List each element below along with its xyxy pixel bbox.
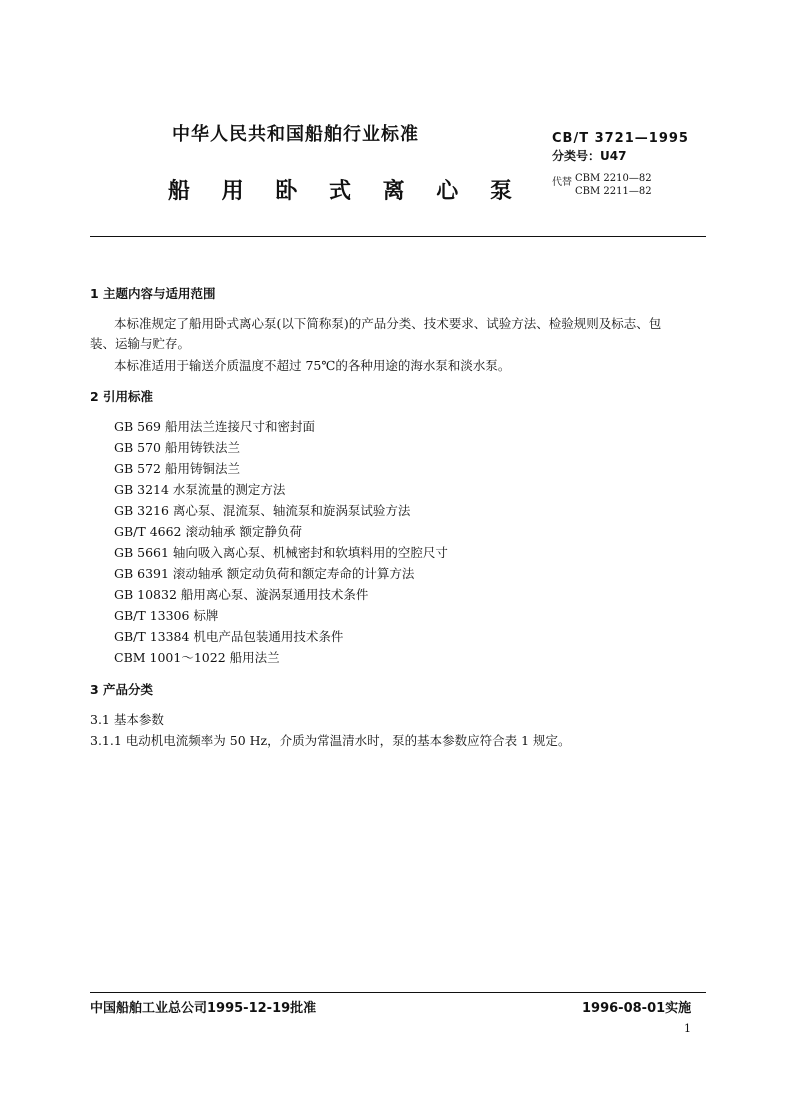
issuing-authority-title: 中华人民共和国船舶行业标准 [172,124,419,145]
reference-item: GB/T 13384 机电产品包装通用技术条件 [114,629,344,644]
section-1-paragraph-1-line-2: 装、运输与贮存。 [90,336,191,351]
section-3-heading: 3 产品分类 [90,682,154,697]
reference-item: GB 6391 滚动轴承 额定动负荷和额定寿命的计算方法 [114,566,415,581]
reference-item: GB 3216 离心泵、混流泵、轴流泵和旋涡泵试验方法 [114,503,411,518]
section-1-heading: 1 主题内容与适用范围 [90,286,216,301]
section-1-paragraph-2: 本标准适用于输送介质温度不超过 75℃的各种用途的海水泵和淡水泵。 [114,358,511,373]
standard-code: CB/T 3721—1995 [552,131,689,146]
document-title: 船 用 卧 式 离 心 泵 [168,179,524,204]
page-number: 1 [684,1022,691,1035]
clause-3-1-1: 3.1.1 电动机电流频率为 50 Hz，介质为常温清水时，泵的基本参数应符合表 1 规定。 [90,733,571,748]
reference-item: GB 10832 船用离心泵、漩涡泵通用技术条件 [114,587,369,602]
reference-item: GB 572 船用铸铜法兰 [114,461,240,476]
replaces-label: 代替 [552,177,572,188]
effective-date: 1996-08-01实施 [582,1001,692,1016]
reference-item: GB 570 船用铸铁法兰 [114,440,240,455]
reference-item: CBM 1001～1022 船用法兰 [114,650,280,665]
approval-statement: 中国船舶工业总公司1995-12-19批准 [90,1001,317,1016]
footer-divider [90,992,706,993]
replaces-standard-2: CBM 2211—82 [575,186,652,197]
classification-number: 分类号：U47 [552,149,627,163]
reference-item: GB 569 船用法兰连接尺寸和密封面 [114,419,315,434]
replaces-standard-1: CBM 2210—82 [575,173,652,184]
section-1-paragraph-1-line-1: 本标准规定了船用卧式离心泵(以下简称泵)的产品分类、技术要求、试验方法、检验规则及标志、包 [114,316,662,331]
reference-item: GB 5661 轴向吸入离心泵、机械密封和软填料用的空腔尺寸 [114,545,448,560]
clause-3-1: 3.1 基本参数 [90,712,164,727]
header-divider [90,236,706,237]
reference-item: GB/T 4662 滚动轴承 额定静负荷 [114,524,302,539]
reference-item: GB/T 13306 标牌 [114,608,219,623]
reference-item: GB 3214 水泵流量的测定方法 [114,482,286,497]
section-2-heading: 2 引用标准 [90,389,154,404]
